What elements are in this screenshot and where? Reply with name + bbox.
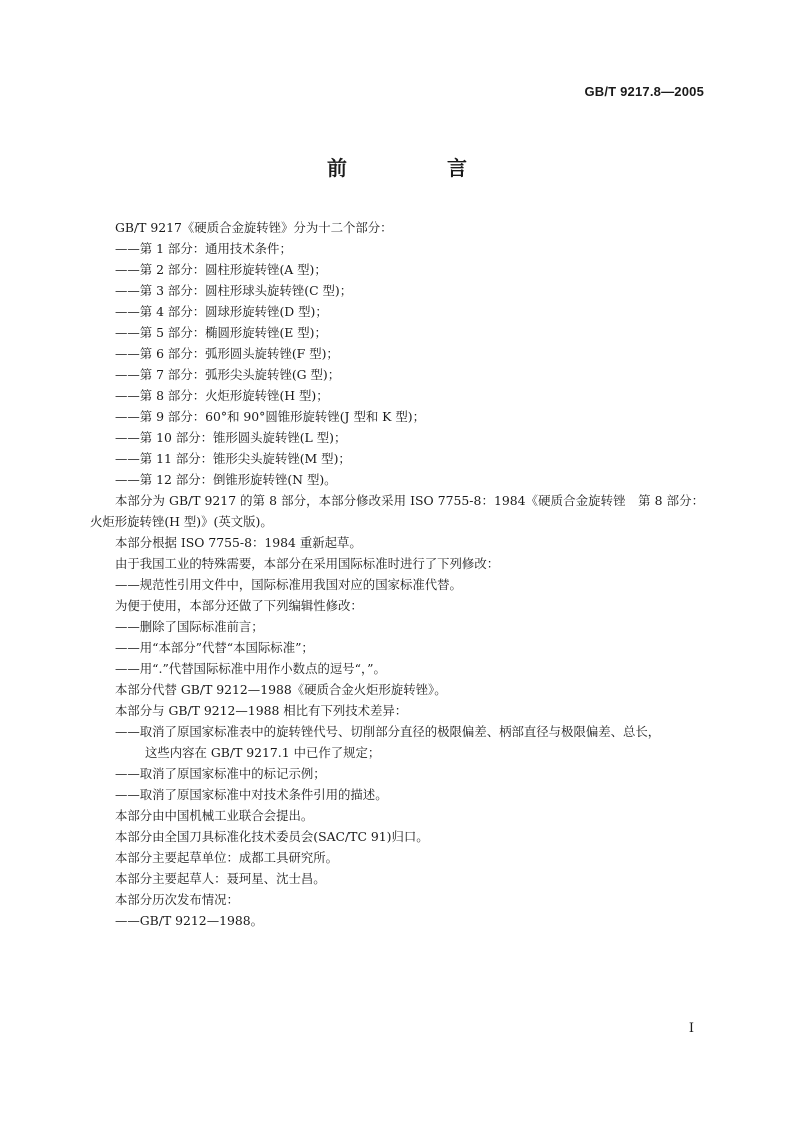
text-line: 本部分由全国刀具标准化技术委员会(SAC/TC 91)归口。 xyxy=(115,829,429,844)
text-line: ——取消了原国家标准中的标记示例； xyxy=(115,766,326,781)
foreword-body xyxy=(90,217,704,931)
text-line: ——第 12 部分：倒锥形旋转锉(N 型)。 xyxy=(115,472,337,487)
text-line: 本部分主要起草人：聂珂星、沈士昌。 xyxy=(115,871,326,886)
text-line: 本部分根据 ISO 7755-8：1984 重新起草。 xyxy=(115,535,362,550)
text-line: ——第 6 部分：弧形圆头旋转锉(F 型)； xyxy=(115,346,339,361)
text-line: ——用“本部分”代替“本国际标准”； xyxy=(115,640,314,655)
text-line: ——用“.”代替国际标准中用作小数点的逗号“，”。 xyxy=(115,661,386,676)
text-line: ——删除了国际标准前言； xyxy=(115,619,264,634)
text-line: ——规范性引用文件中，国际标准用我国对应的国家标准代替。 xyxy=(115,577,462,592)
text-line: 本部分主要起草单位：成都工具研究所。 xyxy=(115,850,339,865)
text-line: ——取消了原国家标准中对技术条件引用的描述。 xyxy=(115,787,388,802)
text-line: 本部分历次发布情况： xyxy=(115,892,239,907)
text-line: ——第 3 部分：圆柱形球头旋转锉(C 型)； xyxy=(115,283,353,298)
text-line: ——第 4 部分：圆球形旋转锉(D 型)； xyxy=(115,304,328,319)
text-line: 本部分与 GB/T 9212—1988 相比有下列技术差异： xyxy=(115,703,408,718)
text-line: 为便于使用，本部分还做了下列编辑性修改： xyxy=(115,598,363,613)
page-number: I xyxy=(688,1021,694,1036)
standard-code: GB/T 9217.8—2005 xyxy=(584,84,704,99)
text-line: GB/T 9217《硬质合金旋转锉》分为十二个部分： xyxy=(115,220,393,235)
text-line: ——第 2 部分：圆柱形旋转锉(A 型)； xyxy=(115,262,327,277)
text-line: 由于我国工业的特殊需要，本部分在采用国际标准时进行了下列修改： xyxy=(115,556,500,571)
text-line: 本部分由中国机械工业联合会提出。 xyxy=(115,808,314,823)
text-line: ——第 11 部分：锥形尖头旋转锉(M 型)； xyxy=(115,451,351,466)
text-line: ——第 10 部分：锥形圆头旋转锉(L 型)； xyxy=(115,430,347,445)
text-line: ——第 5 部分：椭圆形旋转锉(E 型)； xyxy=(115,325,327,340)
page-title: 前 言 xyxy=(327,156,507,180)
text-line: ——第 8 部分：火炬形旋转锉(H 型)； xyxy=(115,388,329,403)
paragraph: 本部分为 GB/T 9217 的第 8 部分，本部分修改采用 ISO 7755-8：1984《硬质合金旋转锉 第 8 部分：火炬形旋转锉(H 型)》(英文版)。 xyxy=(90,493,704,529)
text-line: 这些内容在 GB/T 9217.1 中已作了规定； xyxy=(145,745,381,760)
text-line: ——取消了原国家标准表中的旋转锉代号、切削部分直径的极限偏差、柄部直径与极限偏差、总长， xyxy=(115,724,661,739)
text-line: ——第 1 部分：通用技术条件； xyxy=(115,241,292,256)
text-line: ——第 7 部分：弧形尖头旋转锉(G 型)； xyxy=(115,367,341,382)
text-line: ——第 9 部分：60°和 90°圆锥形旋转锉(J 型和 K 型)； xyxy=(115,409,425,424)
text-line: ——GB/T 9212—1988。 xyxy=(115,913,264,928)
text-line: 本部分代替 GB/T 9212—1988《硬质合金火炬形旋转锉》。 xyxy=(115,682,447,697)
